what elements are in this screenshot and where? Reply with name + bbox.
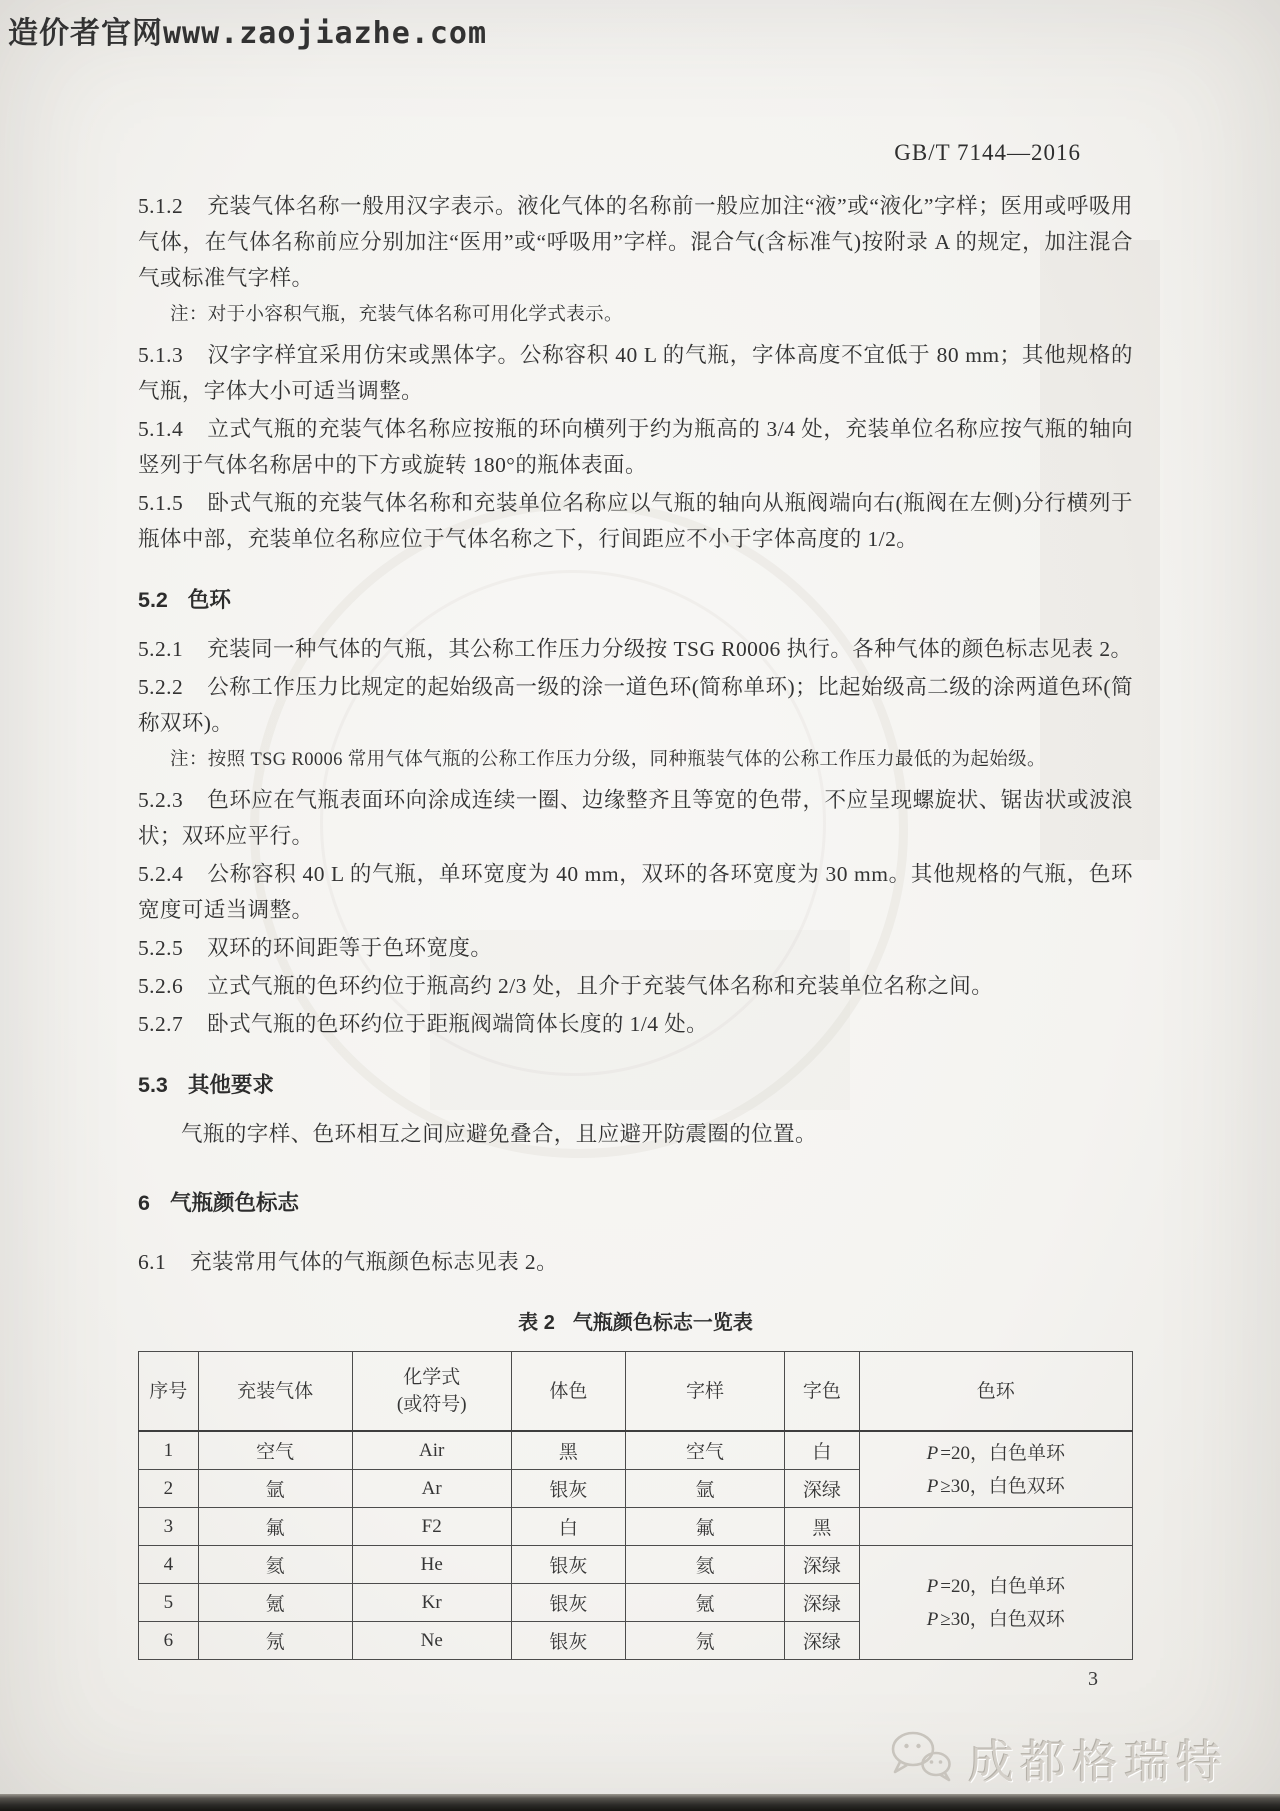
table-cell: 4 <box>139 1546 199 1584</box>
section-6 <box>138 1186 1133 1220</box>
table-cell: 深绿 <box>785 1584 860 1622</box>
page-number: 3 <box>1088 1668 1098 1690</box>
table-cell: 氩 <box>198 1470 352 1508</box>
section-number: 5.2 <box>138 588 168 612</box>
section-6.1 <box>138 1244 1133 1280</box>
table-cell: 银灰 <box>511 1546 625 1584</box>
section-text: 汉字字样宜采用仿宋或黑体字。公称容积 40 L 的气瓶，字体高度不宜低于 80 mm；其他规格的气瓶，字体大小可适当调整。 <box>138 343 1133 403</box>
standard-number: GB/T 7144—2016 <box>894 140 1081 165</box>
table-cell: 2 <box>139 1470 199 1508</box>
section-note <box>138 746 1133 775</box>
section-text: 充装同一种气体的气瓶，其公称工作压力分级按 TSG R0006 执行。各种气体的颜色标志见表 2。 <box>207 637 1133 661</box>
ring-cell: P =20，白色单环 P ≥30，白色双环 <box>859 1546 1132 1660</box>
section-number: 5.2.7 <box>138 1012 184 1036</box>
table-cell: 空气 <box>198 1431 352 1470</box>
table-cell: 氖 <box>626 1622 785 1660</box>
document-body <box>138 188 1133 1280</box>
section-5.2.3 <box>138 782 1133 854</box>
section-5.1.3 <box>138 337 1133 409</box>
table-cell: Ne <box>352 1622 511 1660</box>
section-note <box>138 301 1133 330</box>
table-cell: 氦 <box>198 1546 352 1584</box>
section-number: 5.2.3 <box>138 788 184 812</box>
column-header: 字色 <box>785 1352 860 1432</box>
section-number: 5.1.3 <box>138 343 184 367</box>
table-caption-label: 表 2 <box>518 1312 555 1334</box>
color-marking-table <box>138 1351 1133 1660</box>
column-header: 充装气体 <box>198 1352 352 1432</box>
table-cell: 1 <box>139 1431 199 1470</box>
table-body <box>139 1431 1133 1660</box>
section-text: 卧式气瓶的色环约位于距瓶阀端筒体长度的 1/4 处。 <box>207 1012 709 1036</box>
table-cell: 氪 <box>198 1584 352 1622</box>
section-number: 5.1.2 <box>138 194 184 218</box>
section-number: 5.2.6 <box>138 974 184 998</box>
section-5.1.2 <box>138 188 1133 296</box>
footer-bar <box>0 1794 1280 1811</box>
section-number: 5.2.2 <box>138 675 184 699</box>
section-5.2.7 <box>138 1006 1133 1042</box>
table-row <box>139 1431 1133 1470</box>
page-content <box>138 0 1133 1660</box>
section-text: 气瓶颜色标志 <box>169 1191 299 1215</box>
section-5.1.5 <box>138 485 1133 557</box>
site-watermark-cn: 造价者官网 <box>8 17 163 50</box>
wechat-icon <box>888 1728 954 1791</box>
section-text: 双环的环间距等于色环宽度。 <box>207 936 493 960</box>
section-number: 5.1.5 <box>138 491 184 515</box>
table-caption <box>138 1306 1133 1335</box>
table-cell: Air <box>352 1431 511 1470</box>
section-text: 气瓶的字样、色环相互之间应避免叠合，且应避开防震圈的位置。 <box>181 1122 817 1146</box>
ring-cell: P =20，白色单环 P ≥30，白色双环 <box>859 1431 1132 1508</box>
table-cell: 氟 <box>626 1508 785 1546</box>
section-5.2.6 <box>138 968 1133 1004</box>
section-number: 5.3 <box>138 1073 168 1097</box>
column-header: 体色 <box>511 1352 625 1432</box>
brand-logo <box>888 1726 1228 1792</box>
section-text: 充装气体名称一般用汉字表示。液化气体的名称前一般应加注“液”或“液化”字样；医用或呼吸用气体，在气体名称前应分别加注“医用”或“呼吸用”字样。混合气(含标准气)按附录 A 的规定，加注混合气或标准气字样。 <box>138 194 1133 290</box>
table-cell: 银灰 <box>511 1584 625 1622</box>
section-text: 立式气瓶的充装气体名称应按瓶的环向横列于约为瓶高的 3/4 处，充装单位名称应按气瓶的轴向竖列于气体名称居中的下方或旋转 180°的瓶体表面。 <box>138 417 1133 477</box>
table-cell: 6 <box>139 1622 199 1660</box>
section-text: 卧式气瓶的充装气体名称和充装单位名称应以气瓶的轴向从瓶阀端向右(瓶阀在左侧)分行横列于瓶体中部，充装单位名称应位于气体名称之下，行间距应不小于字体高度的 1/2。 <box>138 491 1133 551</box>
section-5.2.1 <box>138 631 1133 667</box>
table-row <box>139 1508 1133 1546</box>
section-5.2.2 <box>138 669 1133 741</box>
section-5.1.4 <box>138 411 1133 483</box>
table-cell: 银灰 <box>511 1470 625 1508</box>
table-cell: 氦 <box>626 1546 785 1584</box>
section-text: 立式气瓶的色环约位于瓶高约 2/3 处，且介于充装气体名称和充装单位名称之间。 <box>207 974 994 998</box>
section-number: 5.2.5 <box>138 936 184 960</box>
table-cell: 氖 <box>198 1622 352 1660</box>
table-cell: 深绿 <box>785 1546 860 1584</box>
table-cell: 白 <box>511 1508 625 1546</box>
table-cell: 空气 <box>626 1431 785 1470</box>
section-text: 色环 <box>187 588 231 612</box>
section-text: 色环应在气瓶表面环向涂成连续一圈、边缘整齐且等宽的色带，不应呈现螺旋状、锯齿状或波浪状；双环应平行。 <box>138 788 1133 848</box>
site-watermark-url: www.zaojiazhe.com <box>163 16 488 51</box>
table-cell: 黑 <box>785 1508 860 1546</box>
section-number: 5.2.4 <box>138 862 184 886</box>
table-cell: 氩 <box>626 1470 785 1508</box>
table-cell: 白 <box>785 1431 860 1470</box>
table-cell: 5 <box>139 1584 199 1622</box>
section-text: 公称容积 40 L 的气瓶，单环宽度为 40 mm，双环的各环宽度为 30 mm。其他规格的气瓶，色环宽度可适当调整。 <box>138 862 1133 922</box>
table-cell: 3 <box>139 1508 199 1546</box>
table-cell: Kr <box>352 1584 511 1622</box>
table-cell: 银灰 <box>511 1622 625 1660</box>
section-5.2 <box>138 583 1133 617</box>
table-cell: F2 <box>352 1508 511 1546</box>
table-row <box>139 1546 1133 1584</box>
section-5.2.4 <box>138 856 1133 928</box>
section-text: 公称工作压力比规定的起始级高一级的涂一道色环(简称单环)；比起始级高二级的涂两道色环(简称双环)。 <box>138 675 1133 735</box>
column-header: 字样 <box>626 1352 785 1432</box>
table-caption-title: 气瓶颜色标志一览表 <box>572 1312 753 1334</box>
table-cell: 深绿 <box>785 1622 860 1660</box>
section-number: 5.1.4 <box>138 417 184 441</box>
section-text: 注：按照 TSG R0006 常用气体气瓶的公称工作压力分级，同种瓶装气体的公称工作压力最低的为起始级。 <box>170 750 1046 770</box>
table-cell: 黑 <box>511 1431 625 1470</box>
section-text: 注：对于小容积气瓶，充装气体名称可用化学式表示。 <box>170 305 623 325</box>
section-5.2.5 <box>138 930 1133 966</box>
column-header: 序号 <box>139 1352 199 1432</box>
table-cell: 深绿 <box>785 1470 860 1508</box>
section-number: 6.1 <box>138 1250 167 1274</box>
column-header: 化学式 (或符号) <box>352 1352 511 1432</box>
section-note <box>138 1116 1133 1152</box>
brand-name: 成都格瑞特 <box>968 1736 1228 1788</box>
section-text: 其他要求 <box>187 1073 274 1097</box>
column-header: 色环 <box>859 1352 1132 1432</box>
section-5.3 <box>138 1068 1133 1102</box>
section-number: 6 <box>138 1191 150 1215</box>
table-header-row <box>139 1352 1133 1432</box>
table-cell: Ar <box>352 1470 511 1508</box>
section-number: 5.2.1 <box>138 637 184 661</box>
table-cell: He <box>352 1546 511 1584</box>
section-text: 充装常用气体的气瓶颜色标志见表 2。 <box>190 1250 559 1274</box>
table-cell: 氟 <box>198 1508 352 1546</box>
ring-cell <box>859 1508 1132 1546</box>
table-cell: 氪 <box>626 1584 785 1622</box>
